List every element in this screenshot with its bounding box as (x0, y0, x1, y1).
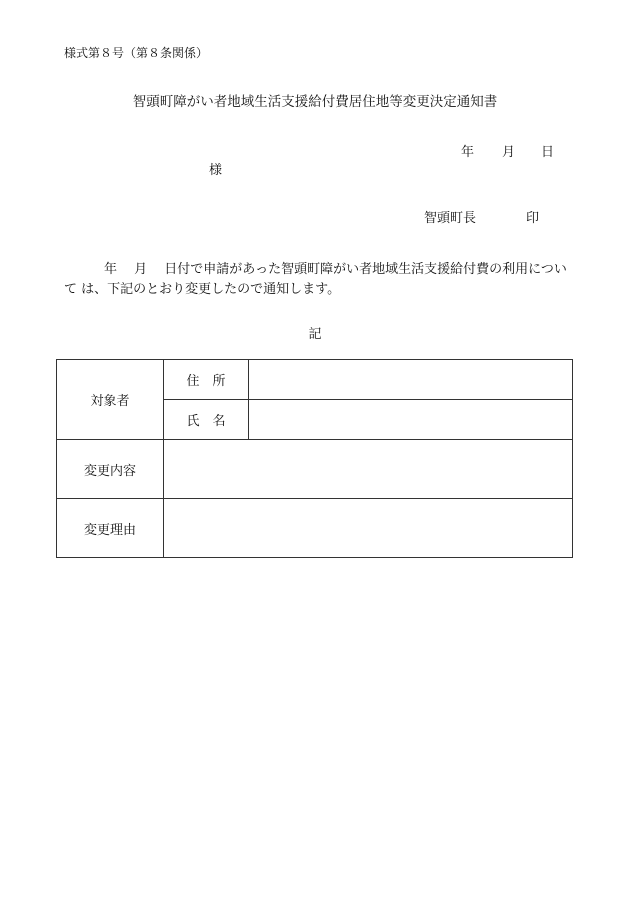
recipient-salutation: 様 (209, 163, 223, 178)
notice-body-text: 年 月 日付で申請があった智頭町障がい者地域生活支援給付費の利用について は、下記のとおり変更したので通知します。 (64, 262, 567, 297)
change-reason-label: 変更理由 (57, 499, 164, 558)
address-field[interactable] (249, 360, 573, 400)
date-month-label: 月 (502, 145, 516, 160)
table-row (57, 360, 573, 400)
document-title: 智頭町障がい者地域生活支援給付費居住地等変更決定通知書 (132, 94, 498, 110)
name-label: 氏 名 (164, 400, 249, 440)
note-heading: 記 (308, 327, 322, 342)
date-year-label: 年 (461, 145, 475, 160)
target-person-label: 対象者 (57, 360, 164, 440)
change-content-label: 変更内容 (57, 440, 164, 499)
change-reason-field[interactable] (164, 499, 573, 558)
name-field[interactable] (249, 400, 573, 440)
date-day-label: 日 (541, 145, 555, 160)
form-number: 様式第８号（第８条関係） (64, 46, 209, 60)
details-table (56, 359, 573, 558)
change-content-field[interactable] (164, 440, 573, 499)
address-label: 住 所 (164, 360, 249, 400)
table-row (57, 499, 573, 558)
table-row (57, 440, 573, 499)
seal-mark: 印 (526, 211, 540, 226)
issuer-name: 智頭町長 (424, 211, 477, 226)
